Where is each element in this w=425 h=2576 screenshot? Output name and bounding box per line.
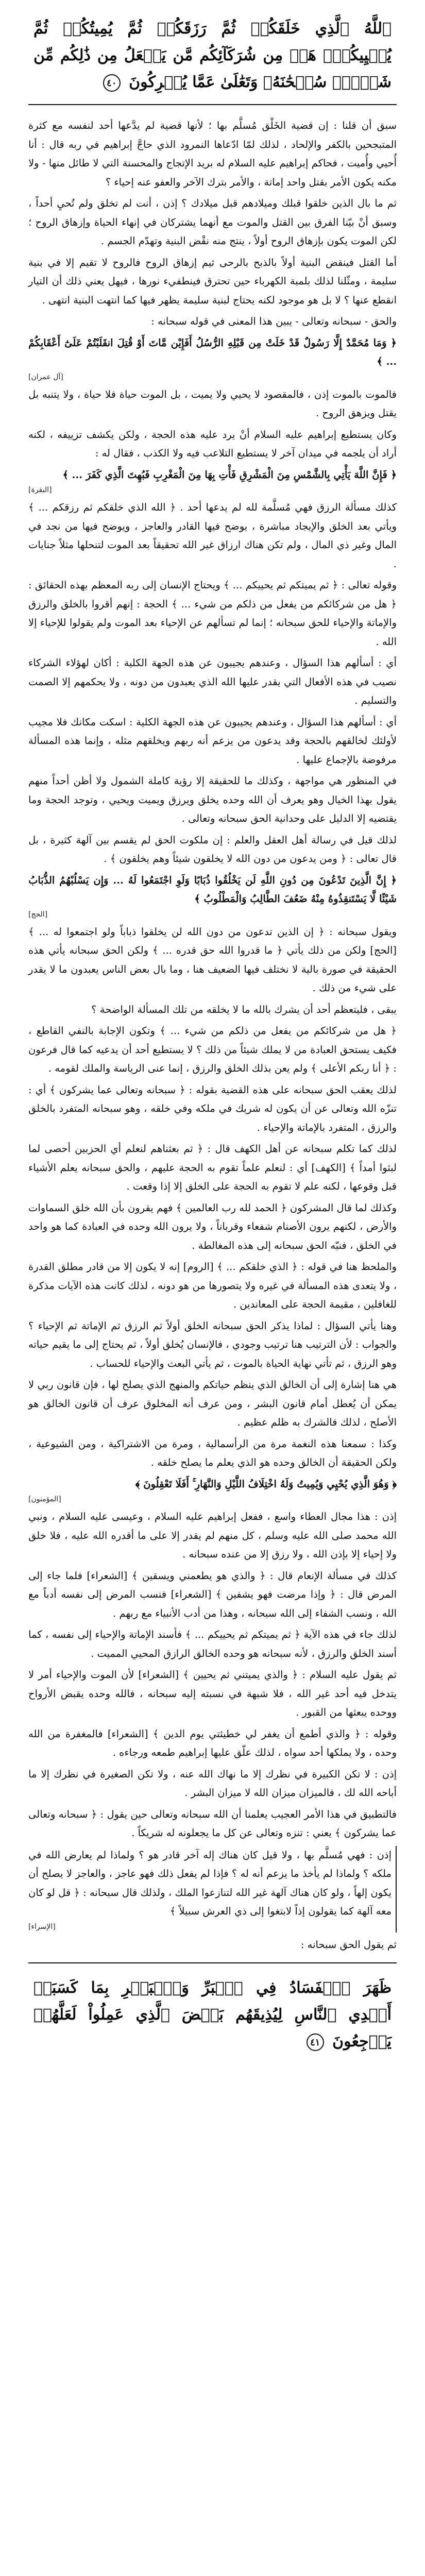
- surah-reference: [الحج]: [28, 910, 48, 919]
- verse-text: ٱللَّهُ ٱلَّذِي خَلَقَكُمۡ ثُمَّ رَزَقَكُمۡ ثُمَّ يُمِيتُكُمۡ ثُمَّ يُحۡيِيكُمۡۖ هَلۡ مِن شُرَكَآئِكُم مَّن يَفۡعَلُ مِن ذَٰلِكُم مِّن شَيۡءٖۚ سُبۡحَٰنَهُۥ وَتَعَٰلَىٰ عَمَّا يُشۡرِكُونَ: [33, 20, 392, 91]
- surah-reference: [آل عمران]: [28, 372, 63, 381]
- paragraph: ﴿ هل من شركائكم من يفعل من ذلكم من شيء ... ﴾ وتكون الإجابة بالنفي القاطع ، فكيف يستحق العبادة من لا يملك شيئاً من ذلك ؟ لا يستطيع أحد أن يدعيه كما قال فرعون : ﴿ أنا ربكم الأعلى ﴾ ولم يعن بذلك الخلق والرزق ، إنما عنى الرياسة والملك لقومه .: [28, 1025, 397, 1074]
- paragraph: ثم يقول الحق سبحانه :: [300, 1938, 397, 1951]
- paragraph: سبق أن قلنا : إن قضية الخَلْق مُسلَّم بها ؛ لأنها قضية لم يدَّعها أحد لنفسه مع كثرة المتبجحين بالكفر والإلحاد ، لذلك لمّا ادّعاها النمرود الذي حاجَّ إبراهيم في ربه قال : أنا أُحيي وأُميت ، فحاكم إبراهيم عليه السلام له بريد الإتجاج والمحسنة التي لا طائل منها - ولا مكنه يكون الأمر بقتل واحد إماتة ، والأمر بترك الآخر والعفو عنه إحياء ؟: [28, 120, 397, 188]
- quote-text: ﴿ وَمَا مُحَمَّدٌ إِلَّا رَسُولٌ قَدْ خَلَتْ مِن قَبْلِهِ الرُّسُلُ أَفَإِيْن مَّاتَ أَوْ قُتِلَ انقَلَبْتُمْ عَلَىٰٓ أَعْقَابِكُمْ ... ﴾: [28, 336, 397, 367]
- paragraph: أي : أسألهم هذا السؤال ، وعندهم يجيبون عن هذه الجهة الكلية : اسكت مكانك فلا مجيب لأولئك لخالقهم بالحجة وقد يدعون من يزعم أنه ربهم ويخلقهم مثله ، وإنما هذه المسألة مرفوضة بالإجماع عليها .: [28, 716, 397, 766]
- paragraph: ثم يقول عليه السلام : ﴿ والذي يميتني ثم يحيين ﴾ [الشعراء] لأن الموت والإحياء أمر لا يتدخل فيه أحد غير الله ، فلا شبهة في نسبته إليه سبحانه ، فالله وحده يقبض الأرواح ووحده يبعثها من القبور .: [28, 1669, 397, 1718]
- paragraph: فالموت بالموت إذن ، فالمقصود لا يحيي ولا يميت ، بل الموت حياة فلا حياة ، ولا يتنبه بل يقتل ويزهق الروح .: [28, 388, 397, 419]
- paragraph: وقوله تعالى : ﴿ ثم يميتكم ثم يحييكم ... ﴾ ويحتاج الإنسان إلى ربه المعظم بهذه الحقائق : ﴿ هل من شركائكم من يفعل من ذلكم من شيء ... ﴾ الحجة : إنهم أقروا بالخلق والرزق والإماتة والإحياء للحق سبحانه ؛ إنما لم تسألهم عن الإحياء بعد الموت ولم يقولوا للإحياء إلا الله .: [28, 579, 397, 648]
- quran-quote: [28, 466, 397, 496]
- paragraph: ثم ما بال الذين خلقوا قبلك وميلادهم قبل ميلادك ؟ إذن ، أنت لم تخلق ولم تُحيِ أحداً ، وسبق أنْ بيّنا الفرق بين القتل والموت مع أنهما يشتركان في إنهاء الحياة وإزهاق الروح ؛ لكن الموت يكون بإزهاق الروح أولاً ، ينتج منه نقْض البنية وتهدّم الجسم .: [28, 197, 397, 247]
- paragraph: لذلك كما تكلم سبحانه عن أهل الكهف قال : ﴿ ثم بعثناهم لنعلم أي الحزبين أحصى لما لبثوا أمداً ﴾ [الكهف] أي : لنعلم علماً تقوم به الحجة عليهم ، والحق سبحانه يعلم الأشياء قبل وقوعها ، لكنه علم لا تقوم به الحجة على الخلق إلا إذا وقعت .: [28, 1143, 397, 1192]
- paragraph: يبقى ، فليتعظم أحد أن يشرك بالله ما لا يخلقه من تلك المسألة الواضحة ؟: [91, 1003, 397, 1015]
- paragraph: لذلك يعقب الحق سبحانه على هذه القضية بقوله : ﴿ سبحانه وتعالى عما يشركون ﴾ أي : تنزّه الله وتعالى عن أن يكون له شريك في ملكه وفي خلقه ، وهو سبحانه المتفرد بالخلق والرزق ، المتفرد بالإماتة والإحياء .: [28, 1083, 397, 1133]
- boxed-commentary: [28, 1846, 397, 1933]
- paragraph: لذلك جاء في هذه الآية ﴿ ثم يميتكم ثم يحييكم ... ﴾ فأسند الإماتة والإحياء إلى نفسه ، كما أسند الخلق والرزق ، لأنه سبحانه هو وحده الخالق الرازق المحيي المميت .: [28, 1629, 397, 1659]
- paragraph: وهنا يأتي السؤال : لماذا يذكر الحق سبحانه الخلق أولاً ثم الرزق ثم الإماتة ثم الإحياء ؟ والجواب : لأن الترتيب هنا ترتيب وجودي ، فالإنسان يُخلق أولاً ، ثم يحتاج إلى ما يقيم حياته وهو الرزق ، ثم تأتي نهاية الحياة بالموت ، ثم يأتي البعث والإحياء للحساب .: [28, 1319, 397, 1369]
- quran-quote: [28, 871, 397, 920]
- paragraph: وكذا : سمعنا هذه النغمة مرة من الرأسمالية ، ومرة من الاشتراكية ، ومن الشيوعية ، ولكن الحقيقة أن الخالق وحده هو الذي يعلم ما يصلح خلقه .: [28, 1437, 397, 1468]
- divider: [28, 104, 397, 105]
- surah-reference: [الإسراء]: [28, 1922, 56, 1931]
- paragraph: والملحظ هنا في قوله : ﴿ الذي خلقكم ... ﴾ [الروم] إنه لا يكون إلا من قادر مطلق القدرة ، ولا يتعدى هذه المسألة في غيره ولا يتصورها من هو دونه ، لذلك كانت هذه الآيات مذكرة للغافلين ، مقيمة الحجة على المعاندين .: [28, 1261, 397, 1310]
- paragraph: أي : أسألهم هذا السؤال ، وعندهم يجيبون عن هذه الجهة الكلية : أكان لهؤلاء الشركاء نصيب في هذه الأفعال التي يقدر عليها الله الذي يعبدون من دونه ، ولا يحكمهم إلا الصمت والتسليم .: [28, 657, 397, 706]
- paragraph: أما القتل فينقض البنية أولاً بالذبح بالرحى ثيم إزهاق الروح فالروح لا تقيم إلا في بنية سليمة ، ومثّلنا لذلك بلمبة الكهرباء حين تحترق فينطفيء نورها ، فيهل يعني ذلك أن التيار انقطع عنها ؟ لا بل هو موجود لكنه يحتاج لبنية سليمة يظهر فيها كما انتهت البنية انتهى .: [28, 256, 397, 306]
- paragraph: كذلك في مسألة الإنعام قال : ﴿ والذي هو يطعمني ويسقين ﴾ [الشعراء] فلما جاء إلى المرض قال : ﴿ وإذا مرضت فهو يشفين ﴾ [الشعراء] فنسب المرض إلى نفسه أدباً مع الله ، ونسب الشفاء إلى الله سبحانه ، وهذا من أدب الأنبياء مع ربهم .: [28, 1569, 397, 1619]
- divider: [28, 1962, 397, 1963]
- closing-verse: [28, 1975, 397, 2055]
- quran-quote: [28, 334, 397, 383]
- paragraph: كذلك مسألة الرزق فهي مُسلَّمة لله لم يدعها أحد . ﴿ الله الذي خلقكم ثم رزقكم ... ﴾ ويأتي بعد الخلق والإيجاد مباشرة ، يوضح فيها القادر والعاجز ، ويوضح فيها من نجد في المال وغير ذي المال ، ولم تكن هناك ارزاق غير الله تحقيقاً بعد الموت لتنحلها مثلاً جنايات .: [28, 501, 397, 570]
- paragraph: إذن : هذا مجال العطاء واسع ، ففعل إبراهيم عليه السلام ، وعيسى عليه السلام ، ونبي الله محمد صلى الله عليه وسلم ، كل منهم لم يقدر إلا على ما أقدره الله عليه ، فلا خلق ولا إحياء إلا بإذن الله ، ولا رزق إلا من عنده سبحانه .: [28, 1511, 397, 1560]
- quote-text: ﴿ فَإِنَّ اللَّهَ يَأْتِي بِالشَّمْسِ مِنَ الْمَشْرِقِ فَأْتِ بِهَا مِنَ الْمَغْرِبِ فَبُهِتَ الَّذِي كَفَرَ ... ﴾: [62, 468, 397, 481]
- surah-reference: [البقرة]: [28, 486, 52, 494]
- paragraph: لذلك قيل في رسالة أهل العقل والعلم : إن ملكوت الحق لم يقسم بين آلهة كثيرة ، بل قال تعالى : ﴿ ومن يدعون من دون الله لا يخلقون شيئاً وهم يخلقون ﴾ .: [28, 834, 397, 865]
- paragraph: في المنظور هي مواجهة ، وكذلك ما للحقيقة إلا رؤية كاملة الشمول ولا أظن أحداً منهم يقول بهذا الخيال وهو يعرف أن الله وحده يخلق ويرزق ويميت ويحيي ، وتوجد الحجة وما يقتضيه إلا الدليل على وحدانية الحق سبحانه وتعالى .: [28, 775, 397, 824]
- paragraph: ويقول سبحانه : ﴿ إن الذين تدعون من دون الله لن يخلقوا ذباباً ولو اجتمعوا له ... ﴾ [الحج] ولكن من ذلك يأتي ﴿ ما قدروا الله حق قدره ... ﴾ ولكن الحق سبحانه يأتي هذه الحقيقة في صورة بالية لا نختلف فيها الضعيف هنا ، وما بال بعض الناس يعبدون ما لا يقدر على شيء من ذلك .: [28, 925, 397, 994]
- header-verse: [28, 15, 397, 96]
- paragraph: وكذلك لما قال المشركون ﴿ الحمد لله رب العالمين ﴾ فهم يقرون بأن الله خلق السماوات والأرض ، لكنهم يرون الأصنام شفعاء وقرباناً ، ولا يرون الله وحده في العبادة كما هو واحد في الخلق ، فنبّه الحق سبحانه إلى هذه المغالطة .: [28, 1201, 397, 1251]
- paragraph: هي هنا إشارة إلى أن الخالق الذي ينظم حياتكم والمنهج الذي يصلح لها ، فإن قانون ربي لا يمكن أن يُعطل أمام قانون البشر ، ومن عرف أنه المخلوق عرف أن قانون الخالق هو الأصلح ، لذلك فالشرك به ظلم عظيم .: [28, 1379, 397, 1428]
- quote-text: ﴿ وَهُوَ الَّذِي يُحْيِي وَيُمِيتُ وَلَهُ اخْتِلَافُ اللَّيْلِ وَالنَّهَارِ ۚ أَفَلَا تَعْقِلُونَ ﴾: [135, 1478, 397, 1490]
- commentary-body: [28, 116, 397, 1843]
- paragraph: وقوله : ﴿ والذي أطمع أن يغفر لي خطيئتي يوم الدين ﴾ [الشعراء] فالمغفرة من الله وحده ، ولا يملكها أحد سواه ، لذلك علّق عليها إبراهيم طمعه ورجاءه .: [28, 1727, 397, 1758]
- surah-reference: [المؤمنون]: [28, 1495, 61, 1503]
- paragraph: وكان يستطيع إبراهيم عليه السلام أنْ يرد عليه هذه الحجة ، ولكن يكشف تزييفه ، لكنه أراد أن يلجمه في ميدان آخر لا يستطيع التلاعب فيه ولا الكذب ، فقال له :: [28, 428, 397, 459]
- paragraph: فالتطبيق في هذا الأمر العجيب يعلمنا أن الله سبحانه وتعالى حين يقول : ﴿ سبحانه وتعالى عما يشركون ﴾ يعني : تنزه وتعالى عن كل ما يجعلونه له شريكاً .: [28, 1808, 397, 1839]
- quran-quote: [28, 1475, 397, 1505]
- paragraph: إذن : لا تكن الكبيرة في نظرك إلا ما نهاك الله عنه ، ولا تكن الصغيرة في نظرك إلا ما أباحه الله لك ، فالميزان ميزان الله لا ميزان البشر .: [28, 1768, 397, 1799]
- verse-text: ظَهَرَ ٱلۡفَسَادُ فِي ٱلۡبَرِّ وَٱلۡبَحۡرِ بِمَا كَسَبَتۡ أَيۡدِي ٱلنَّاسِ لِيُذِيقَهُم بَعۡضَ ٱلَّذِي عَمِلُواْ لَعَلَّهُمۡ يَرۡجِعُونَ: [33, 1979, 392, 2050]
- transition-line: [28, 1936, 397, 1955]
- boxed-text: إذن : فهي مُسلَّم بها ، ولا قيل كان هناك إله آخر قادر هو ؟ ولماذا لم يعارض الله في ملكه ؟ ولماذا لم يأخذ ما يزعم أنه له ؟ فإذا لم يفعل ذلك فهو عاجز ، والعاجز لا يصلح أن يكون إلهاً ، ولو كان هناك آلهة غير الله لتنازعوا الملك ، ولذلك قال سبحانه : ﴿ قل لو كان معه آلهة كما يقولون إذاً لابتغوا إلى ذي العرش سبيلاً ﴾: [28, 1849, 392, 1917]
- verse-number: ٤٠: [103, 74, 121, 92]
- quote-text: ﴿ إِنَّ الَّذِينَ تَدْعُونَ مِن دُونِ اللَّهِ لَن يَخْلُقُوا ذُبَابًا وَلَوِ اجْتَمَعُوا لَهُ ... وَإِن يَسْلُبْهُمُ الذُّبَابُ شَيْئًا لَّا يَسْتَنقِذُوهُ مِنْهُ ضَعُفَ الطَّالِبُ وَالْمَطْلُوبُ ﴾: [28, 874, 397, 905]
- verse-number: ٤١: [307, 2033, 324, 2051]
- paragraph: والحق - سبحانه وتعالى - يبين هذا المعنى في قوله سبحانه :: [151, 315, 397, 327]
